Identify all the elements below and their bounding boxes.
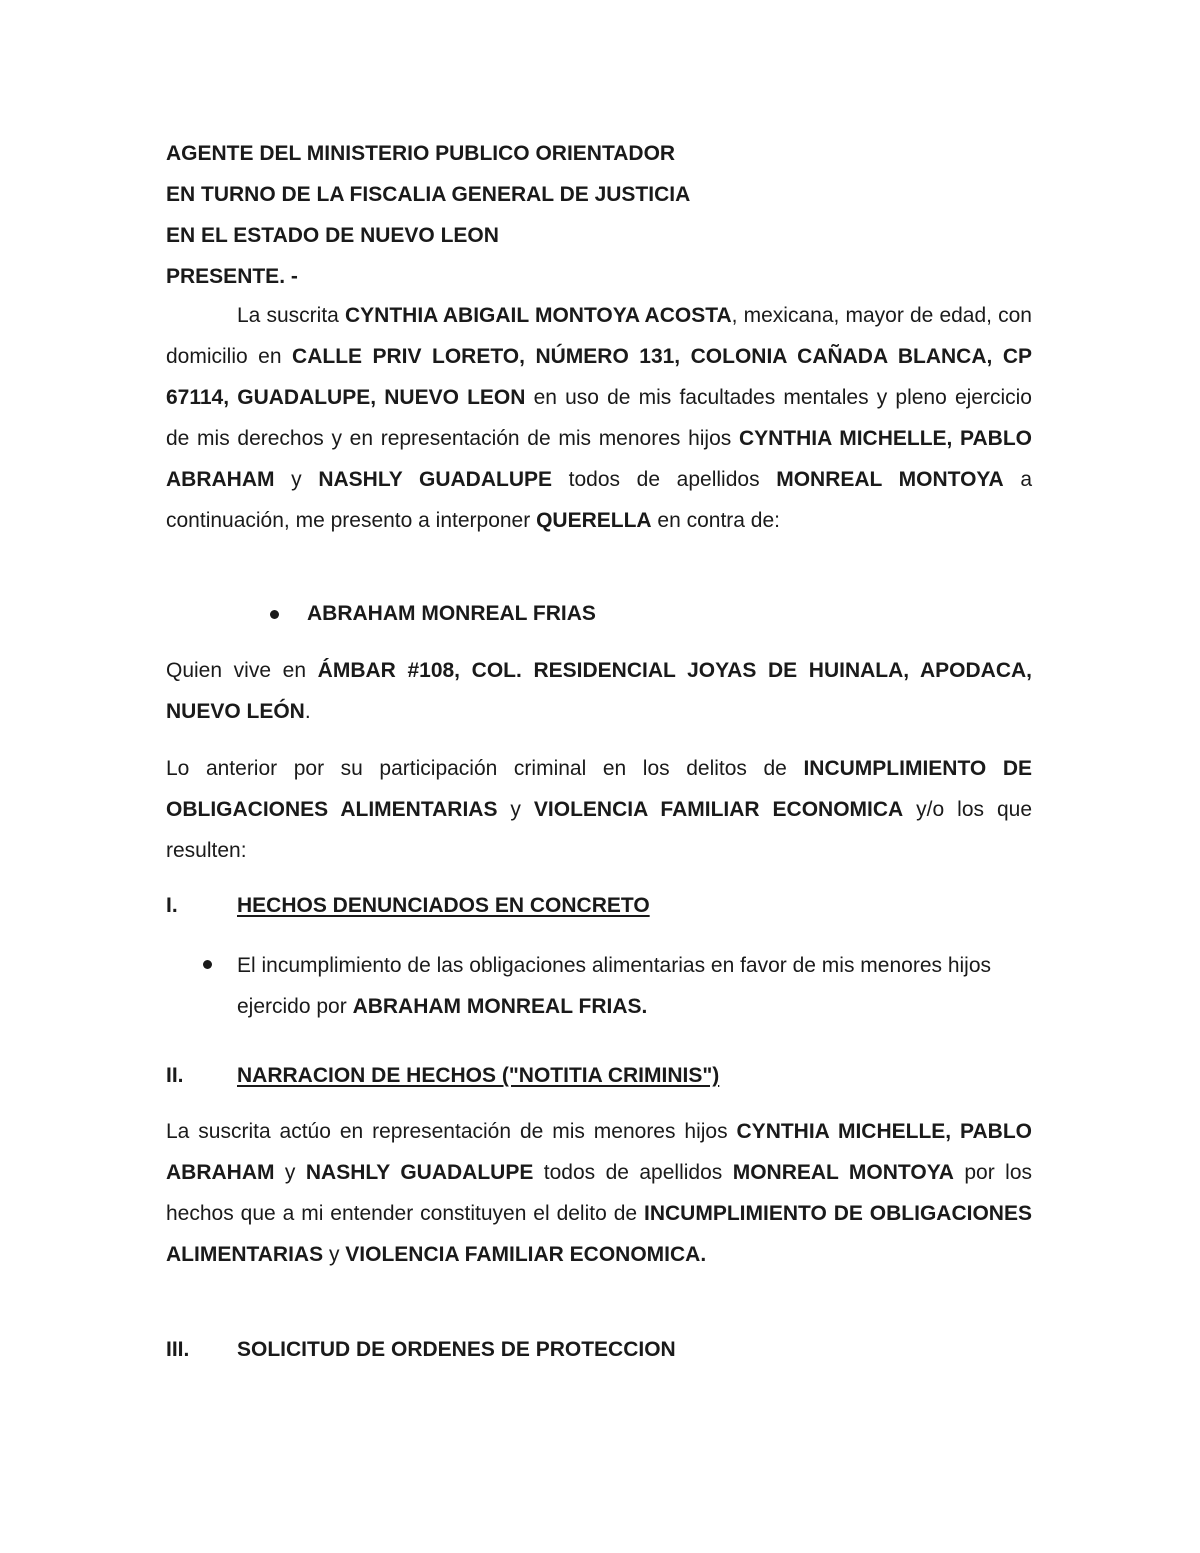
children-surnames: MONREAL MONTOYA: [732, 1161, 954, 1184]
residence-paragraph: [166, 650, 1032, 732]
narration-text: La suscrita actúo en representación de mis menores hijos: [166, 1120, 737, 1143]
section-1-bullet: [237, 945, 1037, 1027]
residence-text: .: [304, 700, 311, 723]
section-number: III.: [166, 1338, 190, 1361]
header-line-3: EN EL ESTADO DE NUEVO LEON: [166, 224, 499, 247]
crimes-text: y/o los que resulten:: [166, 798, 1032, 862]
crime-2: VIOLENCIA FAMILIAR ECONOMICA.: [345, 1243, 707, 1266]
children-names: CYNTHIA MICHELLE, PABLO ABRAHAM: [166, 427, 1032, 491]
accused-name: ABRAHAM MONREAL FRIAS: [307, 602, 596, 625]
intro-paragraph: [166, 295, 1032, 541]
section-number: I.: [166, 894, 178, 917]
crime-1: INCUMPLIMIENTO DE OBLIGACIONES ALIMENTARIAS: [166, 757, 1032, 821]
children-surnames: MONREAL MONTOYA: [776, 468, 1004, 491]
children-names: CYNTHIA MICHELLE, PABLO ABRAHAM: [166, 1120, 1033, 1184]
header-line-1: AGENTE DEL MINISTERIO PUBLICO ORIENTADOR: [166, 142, 676, 165]
section-number: II.: [166, 1064, 184, 1087]
residence-text: Quien vive en: [166, 659, 318, 682]
narration-text: por los hechos que a mi entender constituyen el delito de: [166, 1161, 1032, 1225]
accused-address: ÁMBAR #108, COL. RESIDENCIAL JOYAS DE HUINALA, APODACA, NUEVO LEÓN: [166, 659, 1032, 723]
section-title: NARRACION DE HECHOS ("NOTITIA CRIMINIS"): [237, 1064, 720, 1087]
child-name: NASHLY GUADALUPE: [318, 468, 552, 491]
complainant-name: CYNTHIA ABIGAIL MONTOYA ACOSTA: [344, 304, 732, 327]
crime-2: VIOLENCIA FAMILIAR ECONOMICA: [533, 798, 904, 821]
querella-label: QUERELLA: [536, 509, 652, 532]
crimes-text: Lo anterior por su participación criminal en los delitos de: [166, 757, 804, 780]
intro-text: La suscrita: [237, 304, 345, 327]
intro-text: y: [274, 468, 319, 491]
complainant-address: CALLE PRIV LORETO, NÚMERO 131, COLONIA CAÑADA BLANCA, CP 67114, GUADALUPE, NUEVO LEON: [166, 345, 1032, 409]
intro-text: todos de apellidos: [552, 468, 777, 491]
section-title: HECHOS DENUNCIADOS EN CONCRETO: [237, 894, 650, 917]
bullet-icon: [203, 960, 212, 969]
header-line-4: PRESENTE. -: [166, 265, 298, 288]
addressee-header: [166, 133, 1032, 297]
accused-name-ref: ABRAHAM MONREAL FRIAS.: [352, 995, 648, 1018]
crimes-text: y: [497, 798, 534, 821]
narration-text: y: [323, 1243, 346, 1266]
crime-1: INCUMPLIMIENTO DE OBLIGACIONES ALIMENTARIAS: [166, 1202, 1032, 1266]
narration-text: todos de apellidos: [533, 1161, 733, 1184]
header-line-2: EN TURNO DE LA FISCALIA GENERAL DE JUSTICIA: [166, 183, 691, 206]
narration-text: y: [274, 1161, 306, 1184]
intro-text: en uso de mis facultades mentales y pleno ejercicio de mis derechos y en representación de mis menores hijos: [166, 386, 1032, 450]
intro-text: , mexicana, mayor de edad, con domicilio en: [166, 304, 1032, 368]
section-title: SOLICITUD DE ORDENES DE PROTECCION: [237, 1338, 676, 1361]
bullet-text: El incumplimiento de las obligaciones alimentarias en favor de mis menores hijos ejercido por: [237, 954, 992, 1018]
child-name: NASHLY GUADALUPE: [305, 1161, 534, 1184]
intro-text: a continuación, me presento a interponer: [166, 468, 1032, 532]
crimes-paragraph: [166, 748, 1032, 871]
bullet-icon: [270, 610, 279, 619]
narration-paragraph: [166, 1111, 1032, 1275]
intro-text: en contra de:: [651, 509, 780, 532]
